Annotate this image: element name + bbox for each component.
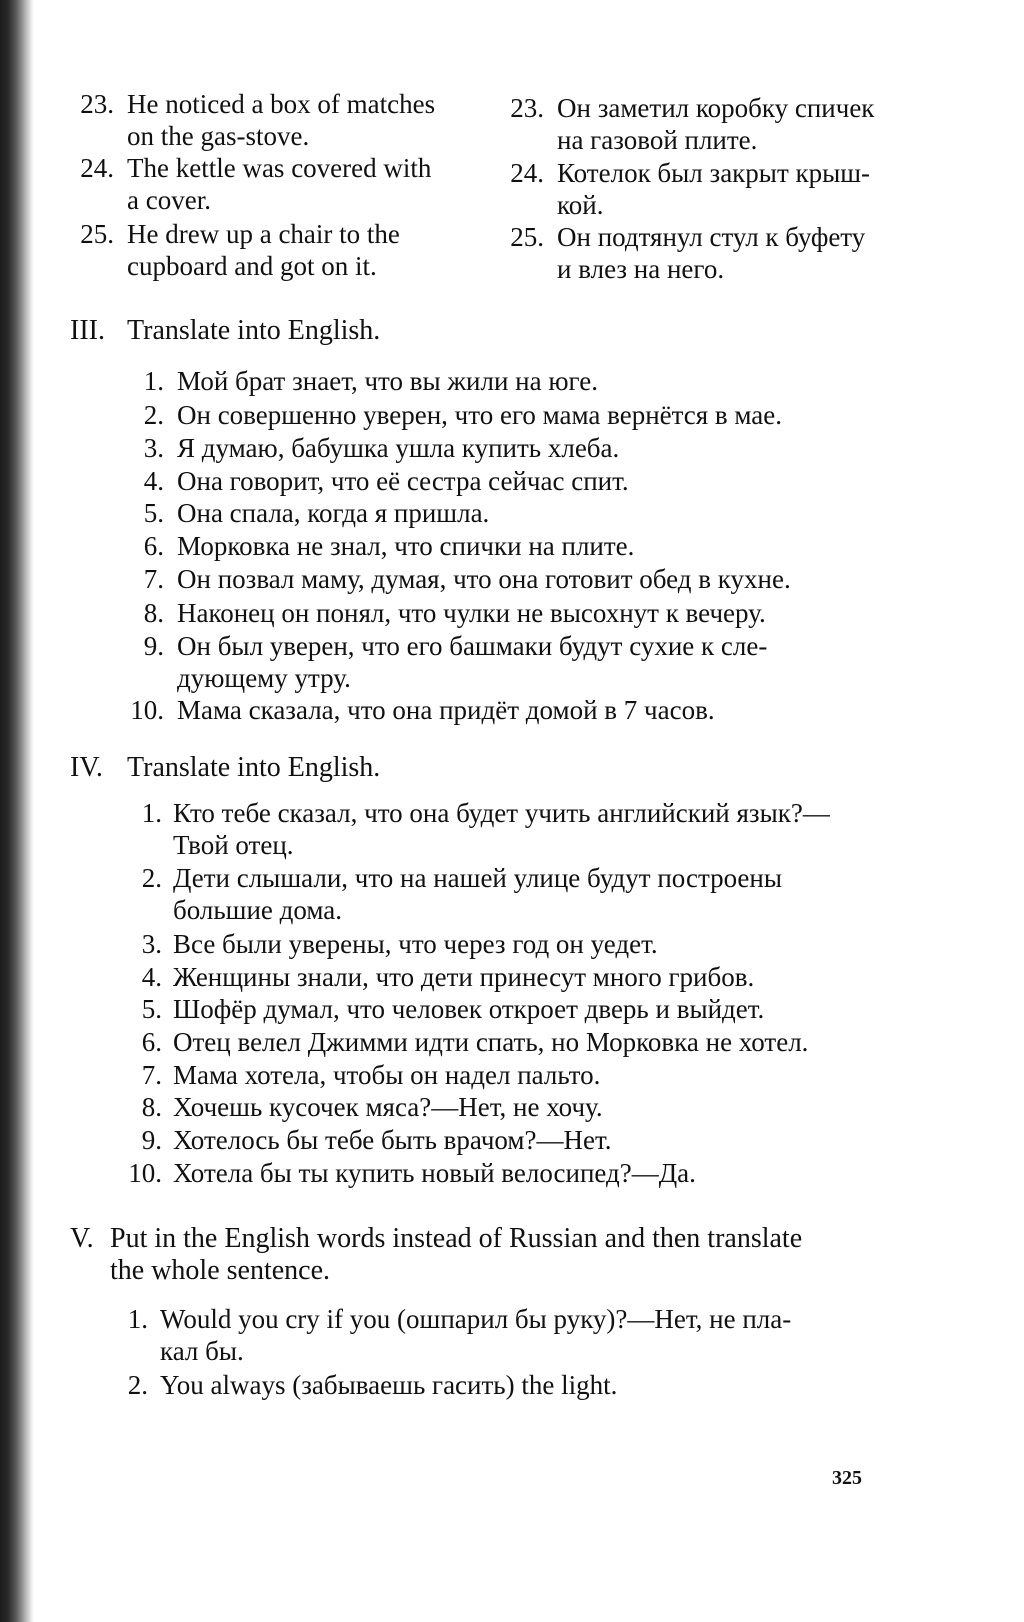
item-number: 1. — [141, 798, 162, 828]
vocab-ru-line: Котелок был закрыт крыш- — [557, 158, 871, 188]
item-number: 2. — [143, 400, 164, 430]
section-title: Put in the English words instead of Russian and then translate — [110, 1223, 803, 1254]
item-number: 9. — [141, 1125, 162, 1155]
item-number: 5. — [141, 994, 162, 1024]
vocab-en-line: a cover. — [127, 185, 211, 215]
section-numeral: III. — [70, 315, 105, 346]
item-number: 2. — [141, 863, 162, 893]
item-number: 4. — [143, 466, 164, 496]
vocab-ru-line: и влез на него. — [557, 254, 725, 284]
exercise-sentence-continuation: дующему утру. — [177, 663, 351, 693]
exercise-sentence: Она говорит, что её сестра сейчас спит. — [177, 466, 629, 496]
item-number: 6. — [141, 1027, 162, 1057]
exercise-sentence: Мама сказала, что она придёт домой в 7 часов. — [177, 695, 715, 725]
vocab-ru-line: Он заметил коробку спичек — [557, 93, 875, 123]
item-number: 6. — [143, 531, 164, 561]
exercise-sentence: Мама хотела, чтобы он надел пальто. — [173, 1060, 601, 1090]
item-number: 4. — [141, 962, 162, 992]
exercise-sentence: You always (забываешь гасить) the light. — [160, 1370, 618, 1400]
exercise-sentence: Шофёр думал, что человек откроет дверь и выйдет. — [173, 994, 765, 1024]
exercise-sentence-continuation: кал бы. — [160, 1336, 244, 1366]
exercise-sentence: Дети слышали, что на нашей улице будут построены — [173, 863, 782, 893]
section-title: Translate into English. — [127, 315, 381, 346]
item-number: 10. — [130, 695, 164, 725]
page-number: 325 — [832, 1467, 862, 1489]
exercise-sentence: Хочешь кусочек мяса?—Нет, не хочу. — [173, 1092, 603, 1122]
item-number: 3. — [143, 433, 164, 463]
exercise-sentence: Он был уверен, что его башмаки будут сухие к сле- — [177, 631, 768, 661]
exercise-sentence: Женщины знали, что дети принесут много грибов. — [173, 962, 755, 992]
exercise-sentence-continuation: большие дома. — [173, 895, 343, 925]
item-number: 1. — [143, 366, 164, 396]
item-number: 7. — [143, 564, 164, 594]
vocab-ru-number: 25. — [510, 222, 544, 252]
section-numeral: V. — [70, 1223, 94, 1254]
vocab-en-line: He drew up a chair to the — [127, 219, 400, 249]
vocab-en-number: 23. — [80, 89, 114, 119]
vocab-ru-line: на газовой плите. — [557, 125, 758, 155]
item-number: 9. — [143, 631, 164, 661]
exercise-sentence: Хотела бы ты купить новый велосипед?—Да. — [173, 1158, 696, 1188]
exercise-sentence: Он позвал маму, думая, что она готовит обед в кухне. — [177, 564, 791, 594]
exercise-sentence: Наконец он понял, что чулки не высохнут к вечеру. — [177, 598, 766, 628]
exercise-sentence: Хотелось бы тебе быть врачом?—Нет. — [173, 1125, 612, 1155]
item-number: 10. — [128, 1158, 162, 1188]
vocab-ru-number: 23. — [510, 93, 544, 123]
vocab-ru-line: кой. — [557, 190, 604, 220]
item-number: 5. — [143, 498, 164, 528]
exercise-sentence: Отец велел Джимми идти спать, но Морковка не хотел. — [173, 1027, 809, 1057]
vocab-en-line: cupboard and got on it. — [127, 251, 377, 281]
exercise-sentence: Все были уверены, что через год он уедет. — [173, 929, 658, 959]
section-title: Translate into English. — [127, 752, 381, 783]
item-number: 8. — [141, 1092, 162, 1122]
exercise-sentence: Кто тебе сказал, что она будет учить английский язык?— — [173, 798, 830, 828]
exercise-sentence: Я думаю, бабушка ушла купить хлеба. — [177, 433, 620, 463]
exercise-sentence: Морковка не знал, что спички на плите. — [177, 531, 635, 561]
exercise-sentence-continuation: Твой отец. — [173, 830, 294, 860]
vocab-ru-line: Он подтянул стул к буфету — [557, 222, 866, 252]
vocab-en-line: on the gas-stove. — [127, 121, 310, 151]
item-number: 3. — [141, 929, 162, 959]
vocab-en-line: He noticed a box of matches — [127, 89, 436, 119]
item-number: 7. — [141, 1060, 162, 1090]
exercise-sentence: Would you cry if you (ошпарил бы руку)?—Нет, не пла- — [160, 1304, 792, 1334]
item-number: 2. — [127, 1370, 148, 1400]
item-number: 1. — [127, 1304, 148, 1334]
vocab-en-number: 25. — [80, 219, 114, 249]
section-numeral: IV. — [70, 752, 103, 783]
vocab-en-line: The kettle was covered with — [127, 153, 432, 183]
exercise-sentence: Он совершенно уверен, что его мама вернётся в мае. — [177, 400, 783, 430]
vocab-en-number: 24. — [80, 153, 114, 183]
exercise-sentence: Она спала, когда я пришла. — [177, 498, 490, 528]
item-number: 8. — [143, 598, 164, 628]
vocab-ru-number: 24. — [510, 158, 544, 188]
section-title-continuation: the whole sentence. — [110, 1255, 331, 1286]
exercise-sentence: Мой брат знает, что вы жили на юге. — [177, 366, 598, 396]
